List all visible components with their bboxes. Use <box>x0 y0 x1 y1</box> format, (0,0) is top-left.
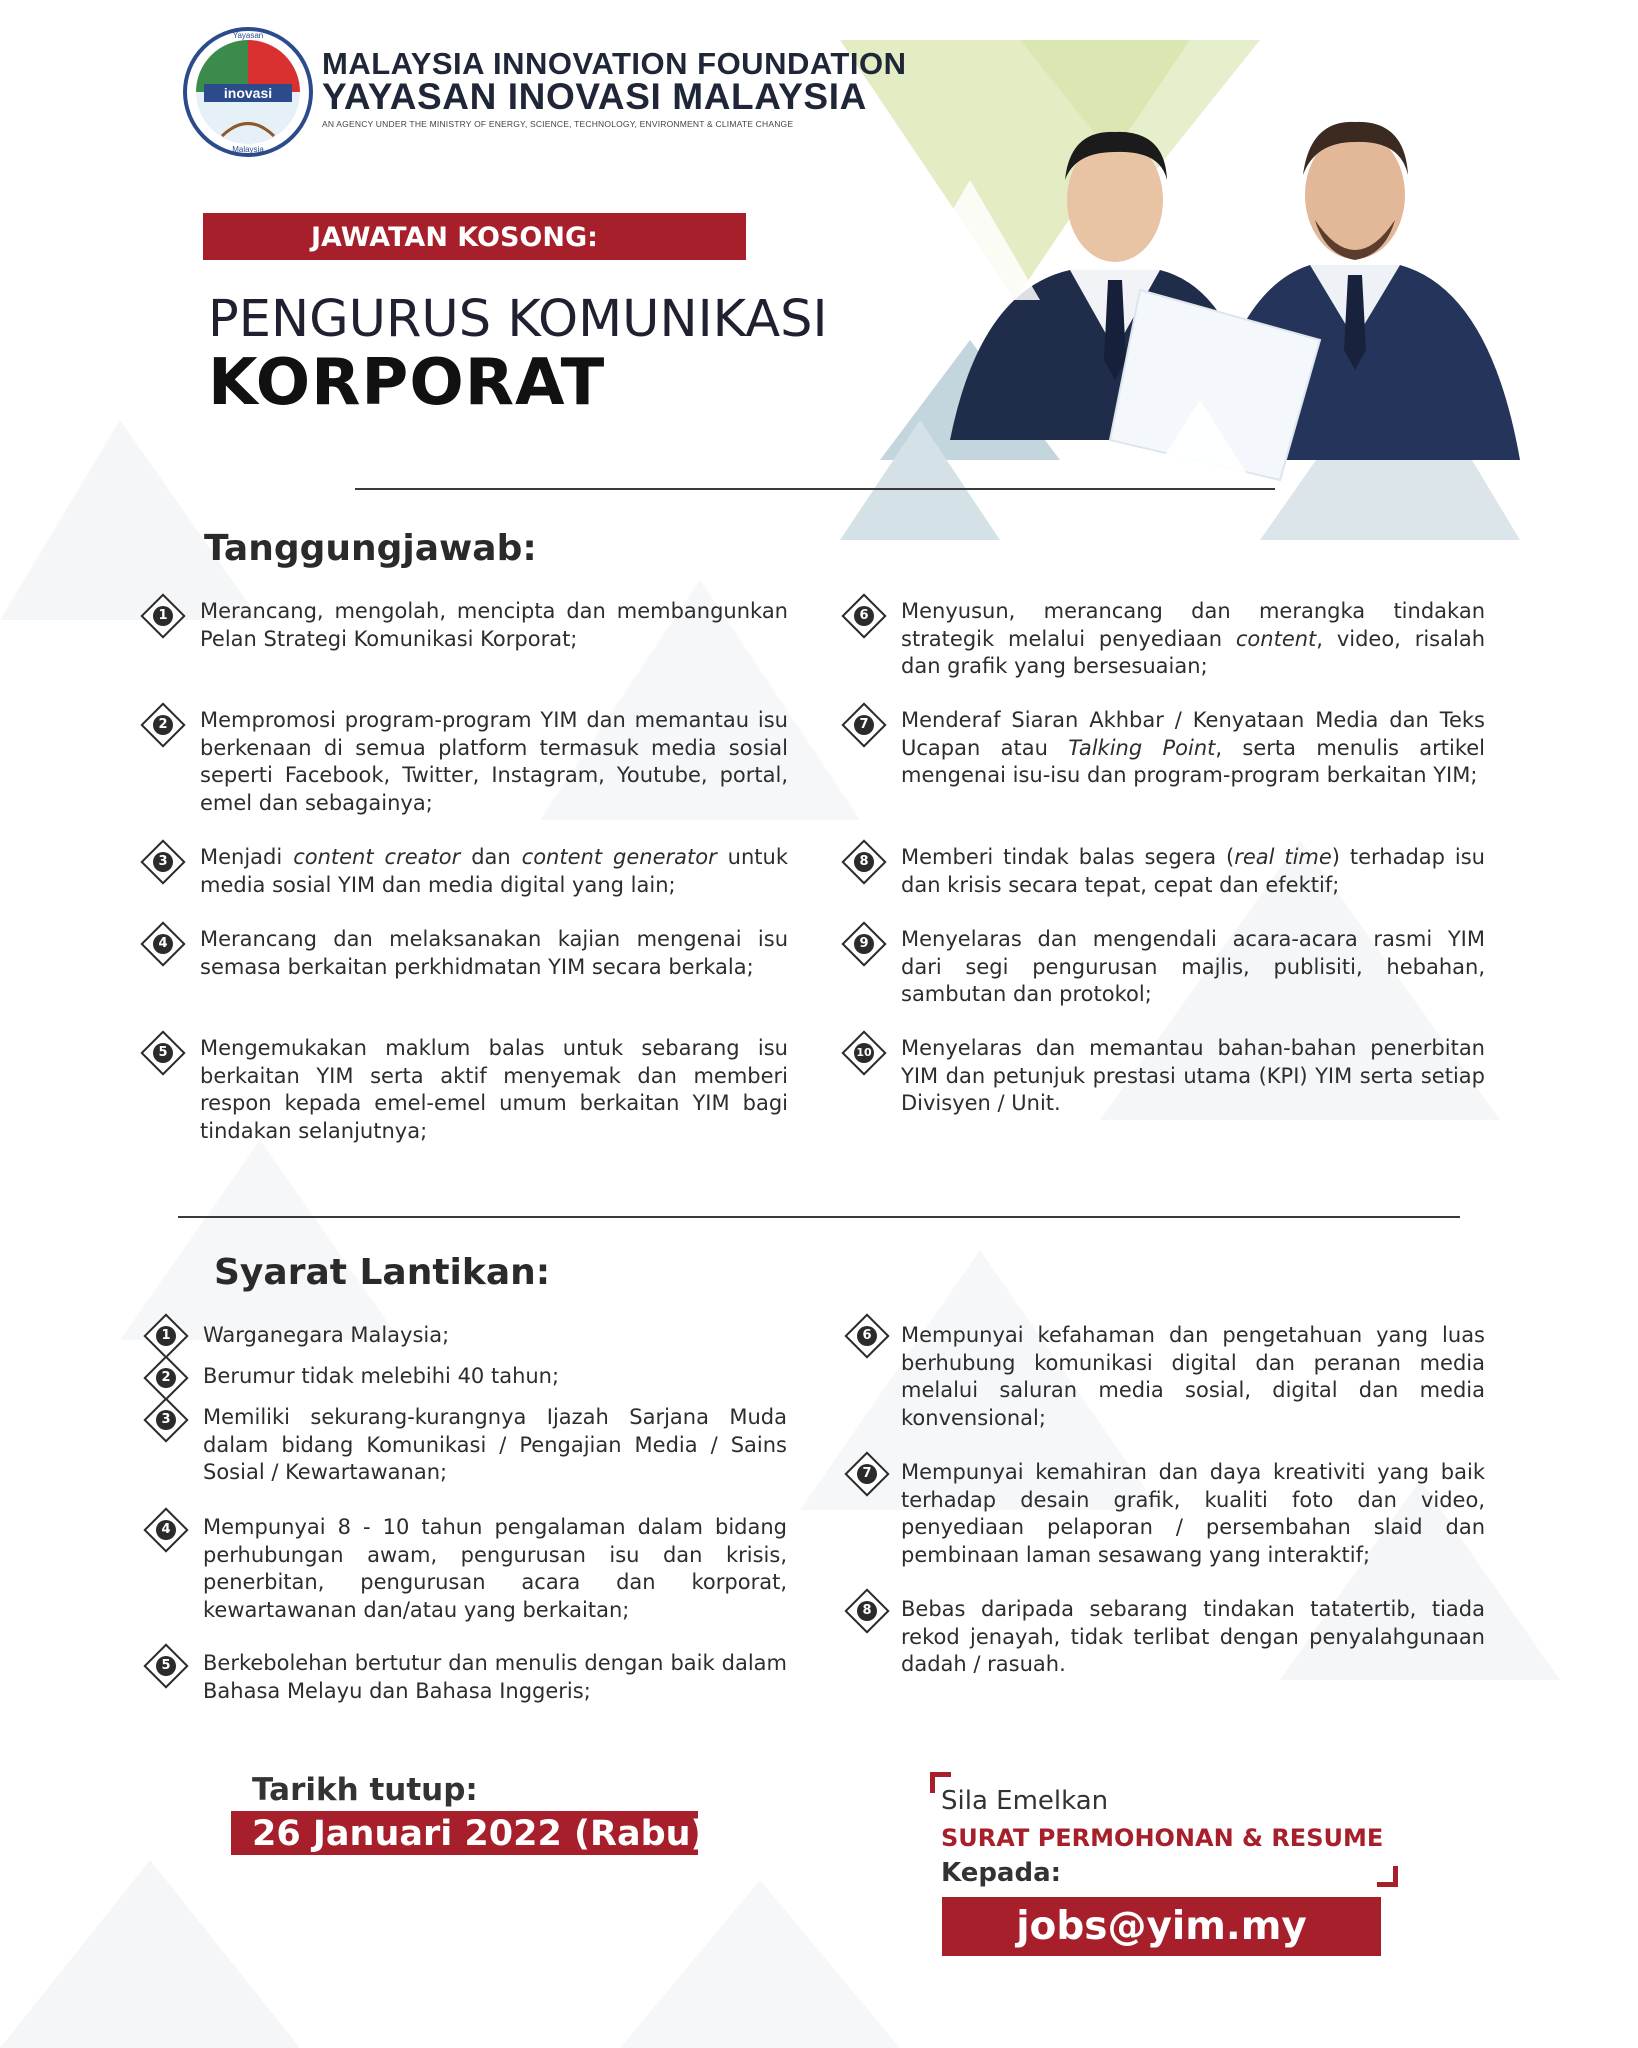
job-title-line1: PENGURUS KOMUNIKASI <box>208 290 828 349</box>
resp-number-badge: 4 <box>141 922 185 966</box>
vacancy-banner <box>203 213 746 260</box>
req-item-7: Mempunyai kemahiran dan daya kreativiti yang baik terhadap desain grafik, kualiti foto dan video, penyediaan pelaporan / persembahan slaid dan pembinaan laman sesawang yang interaktif; <box>901 1460 1485 1567</box>
resp-number-badge: 7 <box>842 703 886 747</box>
resp-item-6: Menyusun, merancang dan merangka tindakan strategik melalui penyediaan content, video, risalah dan grafik yang bersesuaian; <box>901 599 1485 678</box>
resp-item-3: Menjadi content creator dan content generator untuk media sosial YIM dan media digital yang lain; <box>200 845 788 897</box>
logo-text-mid: inovasi <box>223 85 273 101</box>
email-address[interactable]: jobs@yim.my <box>1016 1904 1307 1949</box>
req-number-badge: 4 <box>144 1508 188 1552</box>
resp-item-4: Merancang dan melaksanakan kajian mengenai isu semasa berkaitan perkhidmatan YIM secara berkala; <box>200 927 788 979</box>
requirements-heading: Syarat Lantikan: <box>214 1252 551 1293</box>
divider-middle <box>178 1216 1460 1218</box>
org-name-en: MALAYSIA INNOVATION FOUNDATION <box>322 46 907 81</box>
req-number-badge: 5 <box>144 1644 188 1688</box>
req-item-4: Mempunyai 8 - 10 tahun pengalaman dalam bidang perhubungan awam, pengurusan isu dan krisis, penerbitan, pengurusan acara dan korporat, kewartawanan dan/atau yang berkaitan; <box>203 1515 787 1622</box>
req-item-8: Bebas daripada sebarang tindakan tatatertib, tiada rekod jenayah, tidak terlibat dengan penyalahgunaan dadah / rasuah. <box>901 1597 1485 1676</box>
logo-text-bottom: Malaysia <box>232 145 264 154</box>
req-number-badge: 3 <box>144 1398 188 1442</box>
req-number-badge: 1 <box>144 1314 188 1358</box>
req-item-1: Warganegara Malaysia; <box>203 1323 450 1347</box>
email-box[interactable] <box>942 1897 1381 1956</box>
resp-number-badge: 10 <box>842 1031 886 1075</box>
logo-text-top: Yayasan <box>232 31 264 40</box>
resp-item-9: Menyelaras dan mengendali acara-acara rasmi YIM dari segi pengurusan majlis, publisiti, hebahan, sambutan dan protokol; <box>901 927 1485 1006</box>
closing-date-label: Tarikh tutup: <box>252 1772 478 1808</box>
closing-date-box <box>231 1811 707 1855</box>
resp-item-1: Merancang, mengolah, mencipta dan membangunkan Pelan Strategi Komunikasi Korporat; <box>200 599 788 651</box>
org-tagline: AN AGENCY UNDER THE MINISTRY OF ENERGY, SCIENCE, TECHNOLOGY, ENVIRONMENT & CLIMATE CHANGE <box>322 119 794 129</box>
req-item-3: Memiliki sekurang-kurangnya Ijazah Sarjana Muda dalam bidang Komunikasi / Pengajian Media / Sains Sosial / Kewartawanan; <box>203 1405 787 1484</box>
header-photo <box>840 40 1520 540</box>
req-number-badge: 7 <box>845 1452 889 1496</box>
resp-item-5: Mengemukakan maklum balas untuk sebarang isu berkaitan YIM serta aktif menyemak dan memberi respon kepada emel-emel umum berkaitan YIM bagi tindakan selanjutnya; <box>200 1036 788 1143</box>
resp-number-badge: 2 <box>141 703 185 747</box>
req-item-5: Berkebolehan bertutur dan menulis dengan baik dalam Bahasa Melayu dan Bahasa Inggeris; <box>203 1651 787 1703</box>
divider-top <box>355 488 1275 490</box>
resp-number-badge: 5 <box>141 1031 185 1075</box>
req-number-badge: 8 <box>845 1589 889 1633</box>
resp-number-badge: 3 <box>141 840 185 884</box>
req-number-badge: 2 <box>144 1356 188 1400</box>
apply-documents: SURAT PERMOHONAN & RESUME <box>941 1824 1384 1852</box>
bracket-bottom-right <box>1377 1866 1398 1887</box>
resp-item-2: Mempromosi program-program YIM dan memantau isu berkenaan di semua platform termasuk media sosial seperti Facebook, Twitter, Instagram, Youtube, portal, emel dan sebagainya; <box>200 708 788 815</box>
yim-logo <box>182 26 314 158</box>
req-item-2: Berumur tidak melebihi 40 tahun; <box>203 1364 560 1388</box>
resp-item-8: Memberi tindak balas segera (real time) terhadap isu dan krisis secara tepat, cepat dan efektif; <box>901 845 1485 897</box>
vacancy-banner-label: JAWATAN KOSONG: <box>311 222 598 253</box>
resp-number-badge: 6 <box>842 594 886 638</box>
org-name-ms: YAYASAN INOVASI MALAYSIA <box>322 76 867 117</box>
resp-number-badge: 8 <box>842 840 886 884</box>
resp-number-badge: 9 <box>842 922 886 966</box>
resp-item-7: Menderaf Siaran Akhbar / Kenyataan Media dan Teks Ucapan atau Talking Point, serta menulis artikel mengenai isu-isu dan program-program berkaitan YIM; <box>901 708 1485 787</box>
apply-to-label: Kepada: <box>941 1858 1062 1888</box>
resp-item-10: Menyelaras dan memantau bahan-bahan penerbitan YIM dan petunjuk prestasi utama (KPI) YIM serta setiap Divisyen / Unit. <box>901 1036 1485 1115</box>
req-item-6: Mempunyai kefahaman dan pengetahuan yang luas berhubung komunikasi digital dan peranan media melalui saluran media sosial, digital dan media konvensional; <box>901 1323 1485 1430</box>
responsibilities-heading: Tanggungjawab: <box>204 528 537 569</box>
job-title-line2: KORPORAT <box>208 346 606 420</box>
apply-instruction: Sila Emelkan <box>941 1786 1109 1816</box>
resp-number-badge: 1 <box>141 594 185 638</box>
req-number-badge: 6 <box>845 1314 889 1358</box>
closing-date-value: 26 Januari 2022 (Rabu) <box>252 1814 707 1854</box>
